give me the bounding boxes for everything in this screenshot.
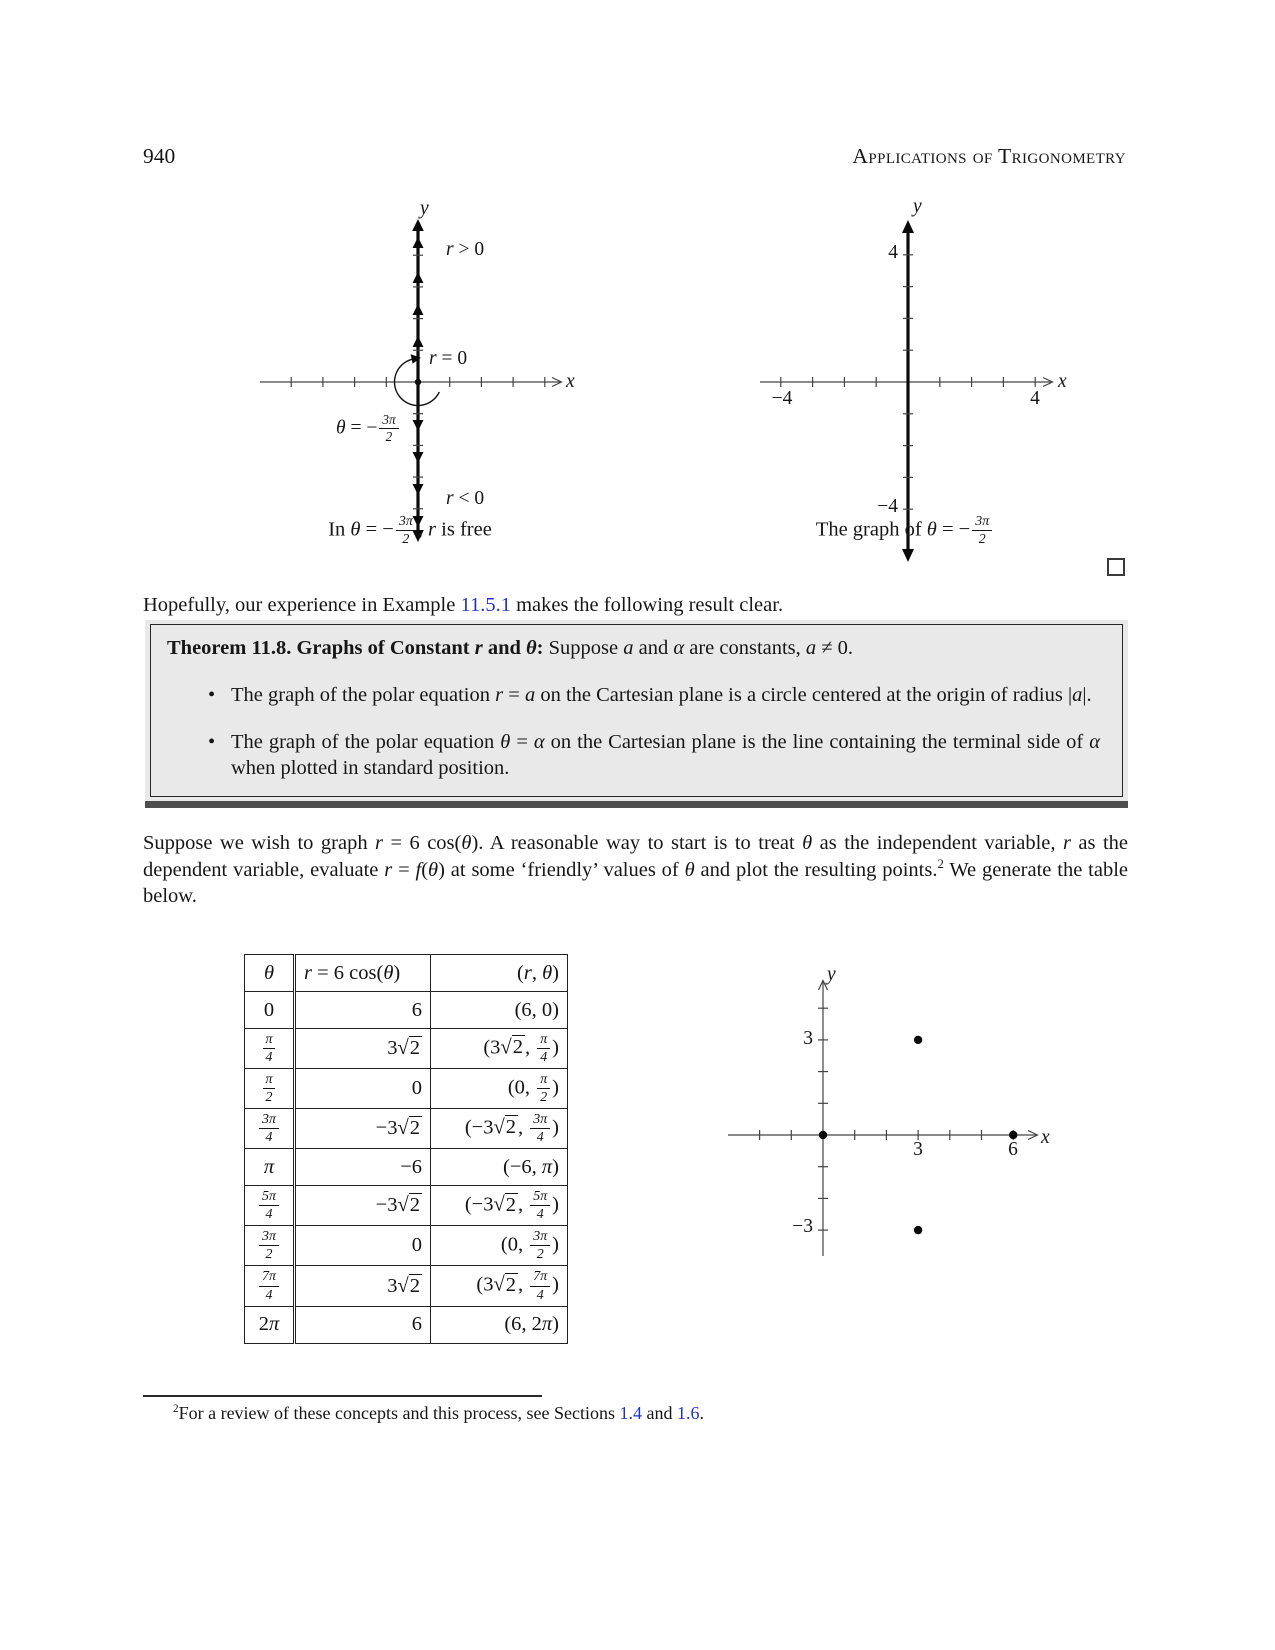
table-cell-theta: $\frac{3\pi}{4}$ — [245, 1109, 295, 1149]
table-cell-r: 0 — [295, 1069, 431, 1109]
table-cell-theta: $\frac{5\pi}{4}$ — [245, 1186, 295, 1226]
table-cell-theta: 0 — [245, 992, 295, 1029]
table-cell-r: −3√2 — [295, 1109, 431, 1149]
theta-line — [412, 219, 424, 542]
right-fig-xtick-4: 4 — [1030, 388, 1040, 409]
plot-ytick-3: 3 — [803, 1028, 813, 1049]
table-cell-point: (6, 2π) — [431, 1306, 568, 1343]
data-point — [1009, 1131, 1017, 1139]
table-cell-r: −6 — [295, 1149, 431, 1186]
table-header-row — [245, 955, 568, 992]
header-theta: θ — [245, 955, 295, 992]
y-axis — [818, 981, 828, 1257]
theorem-title: Theorem 11.8. Graphs of Constant r and θ: Suppose a and α are constants, a ≠ 0. — [167, 637, 854, 659]
right-figure-canvas — [735, 198, 1075, 568]
table-cell-r: 0 — [295, 1226, 431, 1266]
table-cell-r: −3√2 — [295, 1186, 431, 1226]
table-cell-point: (−3√2, $\frac{5\pi}{4}$ ) — [431, 1186, 568, 1226]
table-cell-point: (−6, π) — [431, 1149, 568, 1186]
right-fig-x-label: x — [1058, 371, 1067, 392]
left-figure-caption: In θ = − $\frac{3\pi}{2}$ , r is free — [328, 514, 492, 548]
header-r-equation: r = 6 cos(θ) — [295, 955, 431, 992]
table-cell-point: (6, 0) — [431, 992, 568, 1029]
theorem-bullet-2: • The graph of the polar equation θ = α on the Cartesian plane is the line containing the terminal side of α when plotted in standard position. — [231, 729, 1100, 781]
angle-label: θ = − $\frac{3\pi}{2}$ — [336, 413, 401, 445]
header-point: (r, θ) — [431, 955, 568, 992]
r-zero-label: r = 0 — [429, 348, 468, 369]
theorem-bullet-list — [167, 682, 1106, 781]
table-cell-point: (0, $\frac{\pi}{2}$ ) — [431, 1069, 568, 1109]
body-paragraph: Suppose we wish to graph r = 6 cos(θ). A reasonable way to start is to treat θ as the independent variable, r as the dependent variable, evaluate r = f(θ) at some ‘friendly’ values of θ and plot the resulting points.$^2$ We generate the table below. — [143, 832, 1128, 907]
table-cell-r: 3√2 — [295, 1266, 431, 1306]
data-point — [914, 1036, 922, 1044]
left-polar-figure-canvas — [240, 198, 580, 543]
x-axis — [728, 1130, 1038, 1140]
theorem-bullet-1: • The graph of the polar equation r = a on the Cartesian plane is a circle centered at the origin of radius |a|. — [231, 682, 1100, 708]
table-row — [245, 1069, 568, 1109]
table-cell-point: (−3√2, $\frac{3\pi}{4}$ ) — [431, 1109, 568, 1149]
table-cell-r: 6 — [295, 1306, 431, 1343]
page-number: 940 — [143, 144, 176, 168]
x-axis — [260, 377, 562, 387]
scatter-plot-canvas — [700, 938, 1070, 1268]
table-row — [245, 1029, 568, 1069]
left-fig-x-label: x — [566, 371, 575, 392]
intro-sentence: Hopefully, our experience in Example 11.5.1 makes the following result clear. — [143, 594, 784, 616]
table-body — [245, 992, 568, 1344]
table-row — [245, 1226, 568, 1266]
origin-dot — [415, 379, 421, 385]
plot-ytick-neg3: −3 — [792, 1216, 813, 1237]
right-fig-xtick-neg4: −4 — [771, 388, 793, 409]
data-point — [914, 1226, 922, 1234]
right-fig-ytick-neg4: −4 — [877, 496, 898, 517]
r-positive-label: r > 0 — [446, 239, 485, 260]
qed-box — [1107, 558, 1125, 576]
values-table — [244, 954, 568, 1344]
plot-x-label: x — [1041, 1127, 1050, 1148]
table-cell-theta: π — [245, 1149, 295, 1186]
graph-line — [902, 220, 914, 562]
table-cell-theta: $\frac{7\pi}{4}$ — [245, 1266, 295, 1306]
plot-y-label: y — [827, 964, 836, 985]
table-cell-theta: $\frac{3\pi}{2}$ — [245, 1226, 295, 1266]
section-link[interactable]: 11.5.1 — [460, 594, 511, 616]
table-row — [245, 1109, 568, 1149]
table-row — [245, 1186, 568, 1226]
table-cell-theta: 2π — [245, 1306, 295, 1343]
table-row — [245, 1266, 568, 1306]
left-fig-y-label: y — [420, 198, 429, 219]
right-fig-y-label: y — [913, 196, 922, 217]
data-point — [819, 1131, 827, 1139]
table-cell-point: (3√2, $\frac{7\pi}{4}$ ) — [431, 1266, 568, 1306]
right-fig-ytick-4: 4 — [888, 242, 898, 263]
theorem-frame — [150, 624, 1123, 797]
right-figure-caption: The graph of θ = − $\frac{3\pi}{2}$ — [735, 514, 1075, 547]
table-cell-point: (0, $\frac{3\pi}{2}$ ) — [431, 1226, 568, 1266]
table-row — [245, 1306, 568, 1343]
plot-xtick-3: 3 — [913, 1139, 923, 1160]
theorem-box — [145, 620, 1128, 808]
running-header: Applications of Trigonometry — [852, 144, 1126, 168]
section-link[interactable]: 1.4 — [619, 1403, 642, 1423]
footnote: $^2$For a review of these concepts and this process, see Sections 1.4 and 1.6. — [173, 1403, 704, 1423]
table-row — [245, 992, 568, 1029]
footnote-rule — [143, 1395, 542, 1397]
table-cell-theta: $\frac{\pi}{2}$ — [245, 1069, 295, 1109]
table-row — [245, 1149, 568, 1186]
section-link[interactable]: 1.6 — [676, 1403, 700, 1423]
r-negative-label: r < 0 — [446, 488, 485, 509]
plot-xtick-6: 6 — [1008, 1139, 1018, 1160]
table-cell-point: (3√2, $\frac{\pi}{4}$ ) — [431, 1029, 568, 1069]
table-cell-r: 6 — [295, 992, 431, 1029]
table-cell-r: 3√2 — [295, 1029, 431, 1069]
table-cell-theta: $\frac{\pi}{4}$ — [245, 1029, 295, 1069]
x-axis — [760, 377, 1053, 387]
